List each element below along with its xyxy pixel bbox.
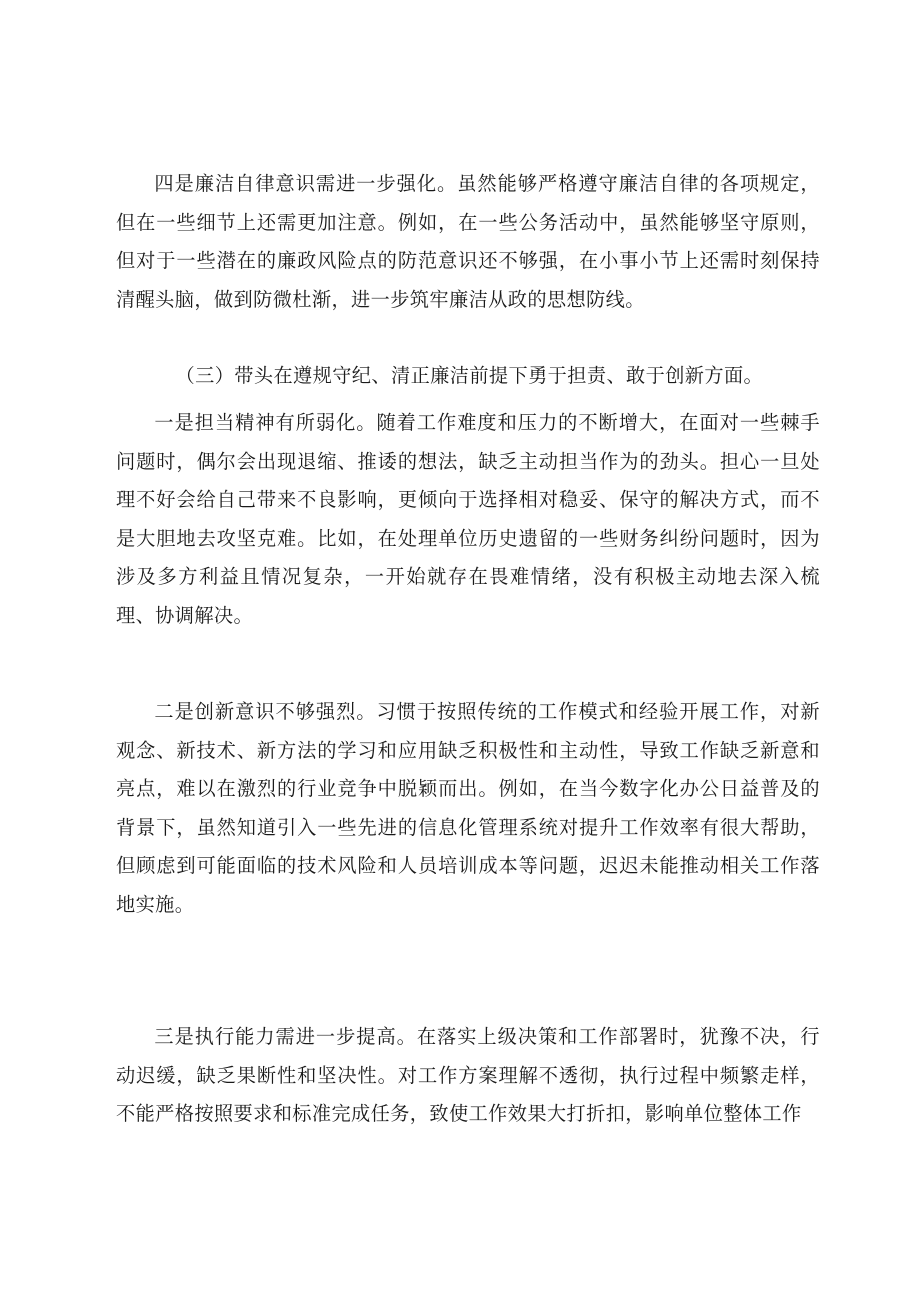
- paragraph-integrity-self-discipline: 四是廉洁自律意识需进一步强化。虽然能够严格遵守廉洁自律的各项规定，但在一些细节上还需更加注意。例如，在一些公务活动中，虽然能够坚守原则，但对于一些潜在的廉政风险点的防范意识还不够强，在小事小节上还需时刻保持清醒头脑，做到防微杜渐，进一步筑牢廉洁从政的思想防线。: [116, 172, 820, 311]
- section-heading-3: （三）带头在遵规守纪、清正廉洁前提下勇于担责、敢于创新方面。: [175, 364, 764, 387]
- paragraph-execution: 三是执行能力需进一步提高。在落实上级决策和工作部署时，犹豫不决，行动迟缓，缺乏果断性和坚决性。对工作方案理解不透彻，执行过程中频繁走样，不能严格按照要求和标准完成任务，致使工作效果大打折扣，影响单位整体工作: [116, 1025, 820, 1126]
- paragraph-innovation: 二是创新意识不够强烈。习惯于按照传统的工作模式和经验开展工作，对新观念、新技术、新方法的学习和应用缺乏积极性和主动性，导致工作缺乏新意和亮点，难以在激烈的行业竞争中脱颖而出。例如，在当今数字化办公日益普及的背景下，虽然知道引入一些先进的信息化管理系统对提升工作效率有很大帮助，但顾虑到可能面临的技术风险和人员培训成本等问题，迟迟未能推动相关工作落地实施。: [116, 700, 820, 916]
- paragraph-responsibility: 一是担当精神有所弱化。随着工作难度和压力的不断增大，在面对一些棘手问题时，偶尔会出现退缩、推诿的想法，缺乏主动担当作为的劲头。担心一旦处理不好会给自己带来不良影响，更倾向于选择相对稳妥、保守的解决方式，而不是大胆地去攻坚克难。比如，在处理单位历史遗留的一些财务纠纷问题时，因为涉及多方利益且情况复杂，一开始就存在畏难情绪，没有积极主动地去深入梳理、协调解决。: [116, 411, 820, 627]
